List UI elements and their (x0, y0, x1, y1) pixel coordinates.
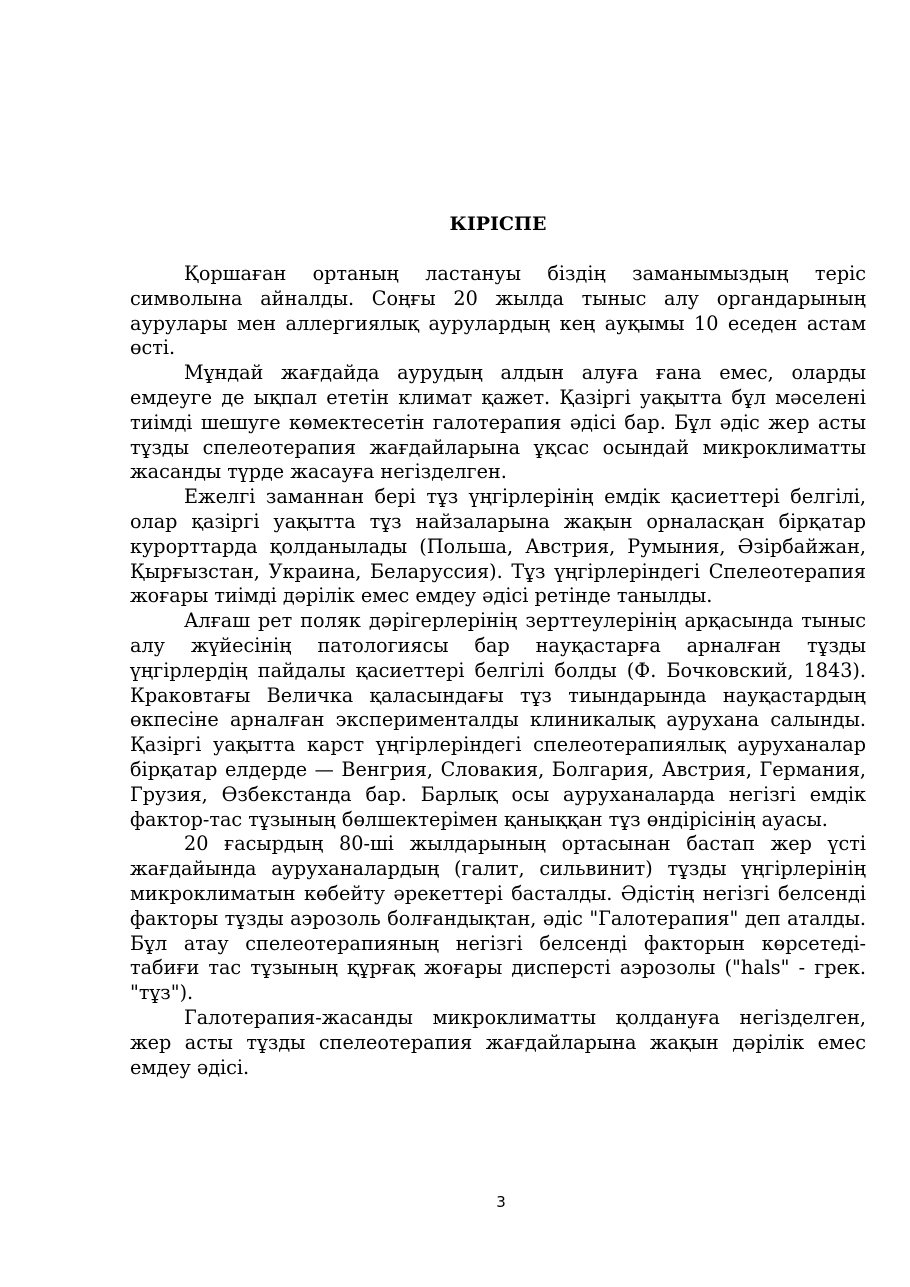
paragraph: Ежелгі заманнан бері тұз үңгірлерінің емдік қасиеттері белгілі, олар қазіргі уақытта тұз найзаларына жақын орналасқан бірқатар курорттарда қолданылады (Польша, Австрия, Румыния, Әзірбайжан, Қырғызстан, Украина, Беларуссия). Тұз үңгірлеріндегі Спелеотерапия жоғары тиімді дәрілік емес емдеу әдісі ретінде танылды. (130, 485, 866, 608)
paragraph: Мұндай жағдайда аурудың алдын алуға ғана емес, оларды емдеуге де ықпал ететін климат қажет. Қазіргі уақытта бұл мәселені тиімді шешуге көмектесетін галотерапия әдісі бар. Бұл әдіс жер асты тұзды спелеотерапия жағдайларына ұқсас осындай микроклиматты жасанды түрде жасауға негізделген. (130, 361, 866, 484)
paragraph: Галотерапия-жасанды микроклиматты қолдануға негізделген, жер асты тұзды спелеотерапия жағдайларына жақын дәрілік емес емдеу әдісі. (130, 1005, 866, 1079)
paragraph: 20 ғасырдың 80-ші жылдарының ортасынан бастап жер үсті жағдайында ауруханалардың (галит, сильвинит) тұзды үңгірлерінің микроклиматын көбейту әрекеттері басталды. Әдістің негізгі белсенді факторы тұзды аэрозоль болғандықтан, әдіс "Галотерапия" деп аталды. Бұл атау спелеотерапияның негізгі белсенді факторын көрсетеді-табиғи тас тұзының құрғақ жоғары дисперсті аэрозолы ("hals" - грек. "тұз"). (130, 832, 866, 1005)
paragraph: Алғаш рет поляк дәрігерлерінің зерттеулерінің арқасында тыныс алу жүйесінің патологиясы бар науқастарға арналған тұзды үңгірлердің пайдалы қасиеттері белгілі болды (Ф. Бочковский, 1843). Краковтағы Величка қаласындағы тұз тиындарында науқастардың өкпесіне арналған эксперименталды клиникалық аурухана салынды. Қазіргі уақытта карст үңгірлеріндегі спелеотерапиялық ауруханалар бірқатар елдерде — Венгрия, Словакия, Болгария, Австрия, Германия, Грузия, Өзбекстанда бар. Барлық осы ауруханаларда негізгі емдік фактор-тас тұзының бөлшектерімен қаныққан тұз өндірісінің ауасы. (130, 609, 866, 831)
body-text (130, 262, 866, 1080)
page-number: 3 (496, 1193, 506, 1211)
section-title: КІРІСПЕ (449, 213, 547, 235)
paragraph: Қоршаған ортаның ластануы біздің заманымыздың теріс символына айналды. Соңғы 20 жылда тыныс алу органдарының аурулары мен аллергиялық аурулардың кең ауқымы 10 еседен астам өсті. (130, 262, 866, 360)
